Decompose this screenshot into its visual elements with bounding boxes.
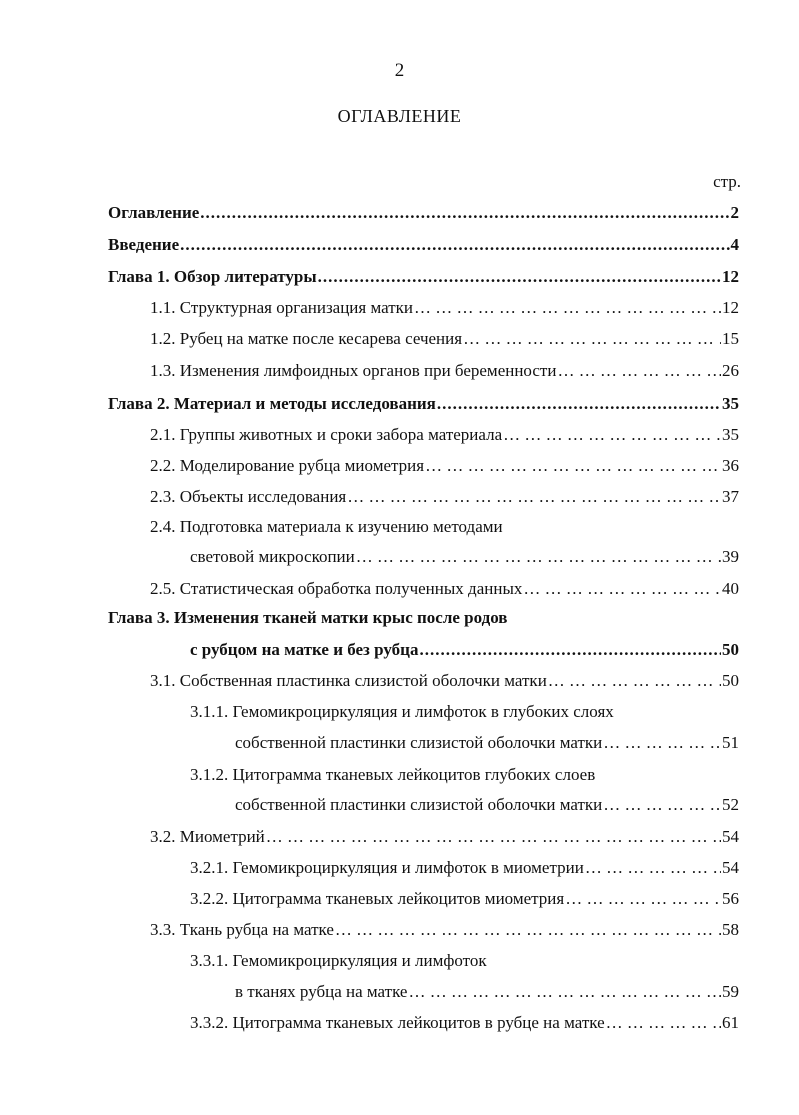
toc-entry-2-3[interactable] [150, 486, 739, 508]
toc-entry-page: 56 [722, 889, 739, 908]
toc-entry-label: 3.2.2. Цитограмма тканевых лейкоцитов миометрия [190, 889, 565, 908]
toc-entry-label: 2.5. Статистическая обработка полученных данных [150, 579, 523, 598]
toc-entry-chapter-1[interactable] [108, 266, 739, 288]
leader-dots [437, 393, 721, 415]
toc-entry-3-1[interactable] [150, 670, 739, 692]
toc-entry-label: 3.2. Миометрий [150, 827, 265, 846]
leader-dots [200, 202, 729, 224]
toc-entry-chapter-2[interactable] [108, 393, 739, 415]
toc-entry-page: 37 [722, 487, 739, 506]
toc-entry-page: 4 [730, 235, 739, 254]
toc-entry-page: 35 [722, 394, 739, 413]
toc-entry-page: 39 [722, 547, 739, 566]
toc-entry-3-1-1[interactable] [235, 732, 739, 754]
leader-dots [565, 888, 721, 910]
leader-dots [463, 328, 721, 350]
toc-entry-label: 1.2. Рубец на матке после кесарева сечения [150, 329, 463, 348]
leader-dots [503, 424, 721, 446]
toc-entry-1-2[interactable] [150, 328, 739, 350]
toc-entry-2-4[interactable] [190, 546, 739, 568]
toc-entry-3-2[interactable] [150, 826, 739, 848]
toc-entry-page: 50 [722, 640, 739, 659]
page-column-label: стр. [713, 172, 741, 191]
toc-entry-1-3[interactable] [150, 360, 739, 382]
toc-entry-chapter-3-line1: Глава 3. Изменения тканей матки крыс после родов [108, 608, 508, 627]
leader-dots [548, 670, 721, 692]
leader-dots [557, 360, 721, 382]
leader-dots [603, 794, 721, 816]
toc-entry-oglavlenie[interactable] [108, 202, 739, 224]
toc-entry-page: 61 [722, 1013, 739, 1032]
toc-entry-label: Оглавление [108, 203, 200, 222]
toc-entry-label: Глава 2. Материал и методы исследования [108, 394, 436, 413]
toc-entry-page: 59 [722, 982, 739, 1001]
leader-dots [318, 266, 721, 288]
toc-entry-label: 1.3. Изменения лимфоидных органов при беременности [150, 361, 557, 380]
toc-entry-vvedenie[interactable] [108, 234, 739, 256]
toc-entry-3-3-1[interactable] [235, 981, 739, 1003]
page-number: 2 [394, 60, 405, 81]
toc-entry-page: 52 [722, 795, 739, 814]
toc-entry-3-1-2-line1: 3.1.2. Цитограмма тканевых лейкоцитов глубоких слоев [190, 765, 596, 784]
leader-dots [347, 486, 721, 508]
toc-entry-page: 58 [722, 920, 739, 939]
toc-entry-label: в тканях рубца на матке [235, 982, 408, 1001]
toc-entry-3-3-2[interactable] [190, 1012, 739, 1034]
toc-entry-label: 3.3.2. Цитограмма тканевых лейкоцитов в рубце на матке [190, 1013, 605, 1032]
toc-entry-label: 3.3. Ткань рубца на матке [150, 920, 334, 939]
toc-entry-label: 1.1. Структурная организация матки [150, 298, 414, 317]
toc-entry-3-2-2[interactable] [190, 888, 739, 910]
toc-entry-page: 26 [722, 361, 739, 380]
toc-entry-label: Введение [108, 235, 180, 254]
toc-entry-3-3-1-line1: 3.3.1. Гемомикроциркуляция и лимфоток [190, 951, 487, 970]
toc-entry-page: 15 [722, 329, 739, 348]
toc-entry-label: 3.2.1. Гемомикроциркуляция и лимфоток в миометрии [190, 858, 584, 877]
leader-dots [180, 234, 729, 256]
toc-entry-label: 3.1. Собственная пластинка слизистой оболочки матки [150, 671, 547, 690]
toc-entry-page: 36 [722, 456, 739, 475]
toc-entry-label: собственной пластинки слизистой оболочки матки [235, 733, 603, 752]
leader-dots [585, 857, 721, 879]
leader-dots [606, 1012, 721, 1034]
leader-dots [266, 826, 721, 848]
toc-entry-label: 2.2. Моделирование рубца миометрия [150, 456, 425, 475]
toc-entry-label: с рубцом на матке и без рубца [190, 640, 419, 659]
leader-dots [523, 578, 721, 600]
page-title: ОГЛАВЛЕНИЕ [337, 106, 462, 126]
toc-entry-page: 50 [722, 671, 739, 690]
toc-entry-2-4-line1: 2.4. Подготовка материала к изучению методами [150, 517, 503, 536]
toc-entry-2-1[interactable] [150, 424, 739, 446]
toc-entry-page: 40 [722, 579, 739, 598]
leader-dots [425, 455, 721, 477]
toc-entry-page: 54 [722, 827, 739, 846]
leader-dots [419, 639, 721, 661]
leader-dots [335, 919, 721, 941]
toc-entry-page: 51 [722, 733, 739, 752]
leader-dots [356, 546, 721, 568]
leader-dots [603, 732, 721, 754]
toc-entry-chapter-3[interactable] [190, 639, 739, 661]
toc-entry-2-5[interactable] [150, 578, 739, 600]
toc-entry-1-1[interactable] [150, 297, 739, 319]
toc-entry-3-1-1-line1: 3.1.1. Гемомикроциркуляция и лимфоток в глубоких слоях [190, 702, 614, 721]
leader-dots [414, 297, 721, 319]
toc-entry-page: 2 [730, 203, 739, 222]
toc-entry-page: 12 [722, 298, 739, 317]
toc-entry-page: 54 [722, 858, 739, 877]
toc-entry-label: световой микроскопии [190, 547, 355, 566]
toc-entry-label: собственной пластинки слизистой оболочки матки [235, 795, 603, 814]
toc-entry-page: 35 [722, 425, 739, 444]
toc-entry-label: Глава 1. Обзор литературы [108, 267, 317, 286]
toc-entry-label: 2.3. Объекты исследования [150, 487, 347, 506]
leader-dots [408, 981, 721, 1003]
toc-entry-3-2-1[interactable] [190, 857, 739, 879]
toc-entry-3-3[interactable] [150, 919, 739, 941]
toc-entry-3-1-2[interactable] [235, 794, 739, 816]
toc-entry-label: 2.1. Группы животных и сроки забора материала [150, 425, 503, 444]
toc-entry-page: 12 [722, 267, 739, 286]
toc-entry-2-2[interactable] [150, 455, 739, 477]
